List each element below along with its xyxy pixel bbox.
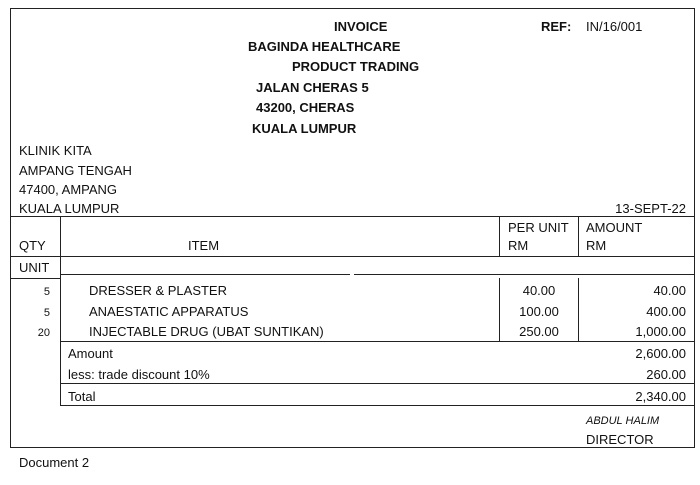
invoice-date: 13-SEPT-22 — [615, 201, 686, 216]
row-3-per-unit: 250.00 — [519, 324, 559, 339]
row-1-item: DRESSER & PLASTER — [89, 283, 227, 298]
ref-label: REF: — [541, 19, 572, 34]
row-2-qty: 5 — [43, 307, 50, 319]
items-bottom-rule — [60, 341, 695, 342]
total-value: 2,340.00 — [635, 389, 686, 404]
amount-column-divider — [578, 278, 579, 341]
company-address-line3: KUALA LUMPUR — [252, 121, 357, 136]
table-header-rule — [10, 256, 695, 257]
amount-header-divider — [578, 216, 579, 256]
per-unit-header-divider — [499, 216, 500, 256]
qty-column-divider — [60, 216, 61, 405]
discount-label: less: trade discount 10% — [68, 367, 210, 382]
per-unit-currency: RM — [508, 238, 529, 253]
subtotal-rule — [60, 383, 695, 384]
signatory-title: DIRECTOR — [586, 432, 654, 447]
row-1-qty: 5 — [43, 286, 50, 298]
amount-currency: RM — [586, 238, 607, 253]
invoice-title: INVOICE — [334, 19, 388, 34]
unit-header: UNIT — [19, 260, 50, 275]
unit-row-rule-qty — [10, 278, 60, 279]
total-label: Total — [68, 389, 96, 404]
customer-address-line3: KUALA LUMPUR — [19, 201, 120, 216]
document-caption: Document 2 — [19, 455, 90, 470]
row-3-item: INJECTABLE DRUG (UBAT SUNTIKAN) — [89, 324, 324, 339]
amount-label: Amount — [68, 346, 113, 361]
customer-address-line1: AMPANG TENGAH — [19, 163, 132, 178]
qty-header: QTY — [19, 238, 46, 253]
unit-row-rule-left — [60, 274, 350, 275]
amount-header: AMOUNT — [586, 220, 643, 235]
amount-value: 2,600.00 — [635, 346, 686, 361]
row-2-item: ANAESTATIC APPARATUS — [89, 304, 249, 319]
row-3-amount: 1,000.00 — [635, 324, 686, 339]
per-unit-header: PER UNIT — [508, 220, 569, 235]
item-header: ITEM — [188, 238, 220, 253]
row-2-amount: 400.00 — [646, 304, 686, 319]
row-2-per-unit: 100.00 — [519, 304, 559, 319]
company-name-line1: BAGINDA HEALTHCARE — [248, 39, 401, 54]
discount-value: 260.00 — [646, 367, 686, 382]
table-top-rule — [10, 216, 695, 217]
row-1-amount: 40.00 — [653, 283, 686, 298]
total-rule — [60, 405, 695, 406]
company-address-line2: 43200, CHERAS — [256, 100, 355, 115]
row-3-qty: 20 — [37, 327, 50, 339]
company-name-line2: PRODUCT TRADING — [292, 59, 420, 74]
signatory-name: ABDUL HALIM — [586, 415, 660, 427]
company-address-line1: JALAN CHERAS 5 — [256, 80, 369, 95]
customer-name: KLINIK KITA — [19, 143, 92, 158]
unit-row-rule-right — [354, 274, 695, 275]
row-1-per-unit: 40.00 — [522, 283, 556, 298]
ref-value: IN/16/001 — [586, 19, 643, 34]
customer-address-line2: 47400, AMPANG — [19, 182, 118, 197]
